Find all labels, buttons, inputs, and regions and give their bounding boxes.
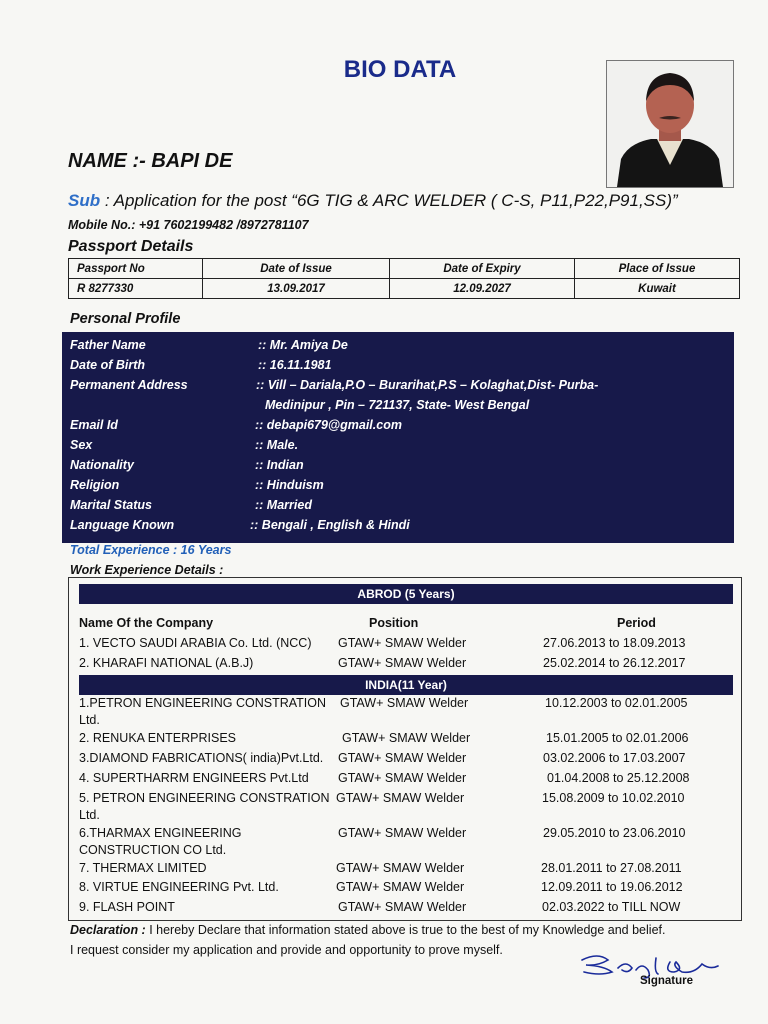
passport-table (68, 258, 740, 299)
abroad-position: GTAW+ SMAW Welder (338, 656, 467, 670)
passport-header-cell: Passport No (69, 259, 203, 279)
profile-label-religion: Religion (70, 478, 120, 492)
india-position: GTAW+ SMAW Welder (336, 861, 465, 875)
india-band: INDIA(11 Year) (79, 675, 733, 695)
profile-value-sex: :: Male. (255, 438, 299, 452)
profile-value-father: :: Mr. Amiya De (258, 338, 348, 352)
india-position: GTAW+ SMAW Welder (338, 826, 467, 840)
profile-label-language: Language Known (70, 518, 175, 532)
profile-label-email: Email Id (70, 418, 118, 432)
passport-header-cell: Date of Issue (203, 259, 390, 279)
work-experience-heading: Work Experience Details : (70, 563, 224, 577)
personal-profile-heading: Personal Profile (70, 311, 181, 327)
india-company-line2: Ltd. (79, 713, 100, 727)
profile-label-nationality: Nationality (70, 458, 134, 472)
subject-text: : Application for the post “6G TIG & ARC WELDER ( C-S, P11,P22,P91,SS)” (100, 191, 678, 210)
subject-line (68, 191, 678, 211)
india-position: GTAW+ SMAW Welder (336, 791, 465, 805)
abroad-band: ABROD (5 Years) (79, 584, 733, 604)
passport-expiry-date: 12.09.2027 (390, 279, 575, 299)
profile-value-language: :: Bengali , English & Hindi (250, 518, 410, 532)
profile-label-father: Father Name (70, 338, 146, 352)
profile-value-email: :: debapi679@gmail.com (255, 418, 402, 432)
india-position: GTAW+ SMAW Welder (340, 696, 469, 710)
india-company: 4. SUPERTHARRM ENGINEERS Pvt.Ltd (79, 771, 309, 785)
passport-header-row (69, 259, 740, 279)
profile-value-religion: :: Hinduism (255, 478, 324, 492)
profile-label-marital: Marital Status (70, 498, 152, 512)
profile-value-address: :: Vill – Dariala,P.O – Burarihat,P.S – Kolaghat,Dist- Purba- (256, 378, 599, 392)
profile-value-marital: :: Married (255, 498, 312, 512)
india-period: 10.12.2003 to 02.01.2005 (545, 696, 688, 710)
india-period: 03.02.2006 to 17.03.2007 (543, 751, 686, 765)
passport-header-cell: Place of Issue (575, 259, 740, 279)
passport-number: R 8277330 (69, 279, 203, 299)
col-header-company: Name Of the Company (79, 616, 214, 630)
profile-value-dob: :: 16.11.1981 (258, 358, 332, 372)
profile-label-sex: Sex (70, 438, 93, 452)
col-header-position: Position (369, 616, 419, 630)
declaration-text-line2: I request consider my application and provide and opportunity to prove myself. (70, 943, 503, 957)
india-period: 29.05.2010 to 23.06.2010 (543, 826, 686, 840)
abroad-period: 27.06.2013 to 18.09.2013 (543, 636, 686, 650)
declaration-label: Declaration : (70, 923, 146, 937)
india-period: 15.08.2009 to 10.02.2010 (542, 791, 685, 805)
mobile-number: Mobile No.: +91 7602199482 /8972781107 (68, 218, 309, 232)
passport-place-of-issue: Kuwait (575, 279, 740, 299)
person-photo-icon (607, 61, 733, 187)
abroad-company: 2. KHARAFI NATIONAL (A.B.J) (79, 656, 254, 670)
india-position: GTAW+ SMAW Welder (338, 751, 467, 765)
abroad-period: 25.02.2014 to 26.12.2017 (543, 656, 686, 670)
india-period: 12.09.2011 to 19.06.2012 (541, 880, 683, 894)
india-position: GTAW+ SMAW Welder (338, 900, 467, 914)
profile-value-address-line2: Medinipur , Pin – 721137, State- West Bengal (265, 398, 530, 412)
india-company-line2: Ltd. (79, 808, 100, 822)
profile-label-dob: Date of Birth (70, 358, 145, 372)
profile-value-nationality: :: Indian (255, 458, 304, 472)
signature-label: Signature (640, 975, 694, 987)
india-company: 9. FLASH POINT (79, 900, 175, 914)
india-company-line2: CONSTRUCTION CO Ltd. (79, 843, 227, 857)
passport-header-cell: Date of Expiry (390, 259, 575, 279)
passport-data-row (69, 279, 740, 299)
india-company: 7. THERMAX LIMITED (79, 861, 207, 875)
india-period: 01.04.2008 to 25.12.2008 (547, 771, 690, 785)
abroad-position: GTAW+ SMAW Welder (338, 636, 467, 650)
personal-profile-panel (62, 332, 734, 543)
india-company: 5. PETRON ENGINEERING CONSTRATION (79, 791, 330, 805)
india-period: 02.03.2022 to TILL NOW (542, 900, 681, 914)
india-position: GTAW+ SMAW Welder (338, 771, 467, 785)
passport-heading: Passport Details (68, 238, 194, 255)
page-title: BIO DATA (343, 56, 457, 83)
col-header-period: Period (617, 616, 656, 630)
abroad-company: 1. VECTO SAUDI ARABIA Co. Ltd. (NCC) (79, 636, 312, 650)
total-experience: Total Experience : 16 Years (70, 543, 232, 557)
subject-label: Sub (68, 191, 101, 210)
applicant-name: NAME :- BAPI DE (68, 150, 233, 172)
passport-issue-date: 13.09.2017 (203, 279, 390, 299)
india-company: 8. VIRTUE ENGINEERING Pvt. Ltd. (79, 880, 279, 894)
india-position: GTAW+ SMAW Welder (342, 731, 471, 745)
india-period: 28.01.2011 to 27.08.2011 (541, 861, 682, 875)
india-company: 6.THARMAX ENGINEERING (79, 826, 242, 840)
india-company: 3.DIAMOND FABRICATIONS( india)Pvt.Ltd. (79, 751, 324, 765)
india-company: 2. RENUKA ENTERPRISES (79, 731, 236, 745)
india-position: GTAW+ SMAW Welder (336, 880, 465, 894)
india-company: 1.PETRON ENGINEERING CONSTRATION (79, 696, 327, 710)
declaration-text: I hereby Declare that information stated above is true to the best of my Knowledge and belief. (145, 923, 666, 937)
profile-photo (606, 60, 734, 188)
india-period: 15.01.2005 to 02.01.2006 (546, 731, 689, 745)
profile-label-address: Permanent Address (70, 378, 188, 392)
work-experience-table (68, 577, 742, 921)
